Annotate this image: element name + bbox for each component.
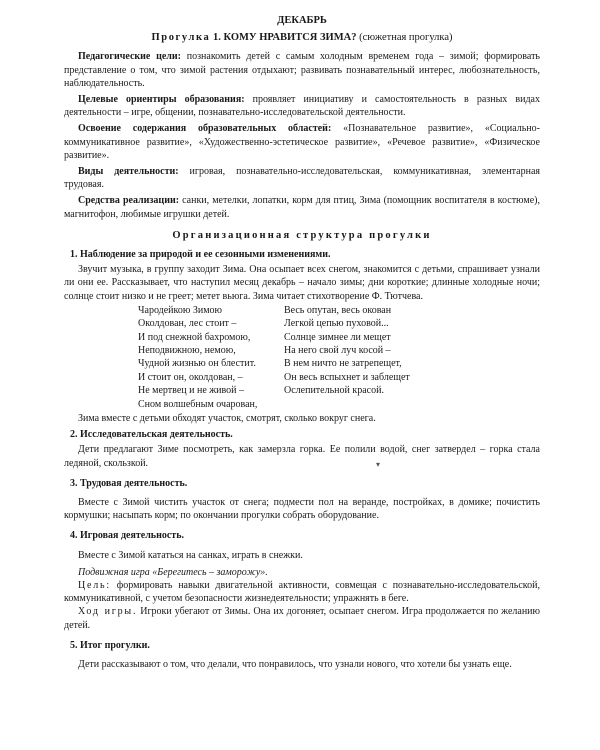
implementation-means xyxy=(64,194,540,220)
section-4-text: Вместе с Зимой кататься на санках, играть в снежки. xyxy=(78,549,303,561)
poem-line: В нем ничто не затрепещет, xyxy=(284,358,402,370)
poem-line: Солнце зимнее ли мещет xyxy=(284,331,391,343)
poem-line: И стоит он, околдован, – xyxy=(138,371,243,383)
walk-word: Прогулка xyxy=(151,32,211,44)
org-structure-title: Организационная структура прогулки xyxy=(172,229,432,241)
educational-areas-text: «Познавательное развитие», «Социально-коммуникативное развитие», «Художественно-эстетическое развитие», «Речевое развитие», «Физическое развитие». xyxy=(64,123,540,161)
section-1-heading: 1. Наблюдение за природой и ее сезонными изменениями. xyxy=(70,249,331,261)
target-guidelines-text: проявляет инициативу и самостоятельность в разных видах деятельности – игре, общении, познавательно-исследовательской деятельности. xyxy=(64,94,540,119)
implementation-means-text: санки, метелки, лопатки, корм для птиц, Зима (помощник воспитателя в костюме), магнитофон, любимые игрушки детей. xyxy=(64,195,540,220)
stray-mark: ▾ xyxy=(376,460,381,469)
section-1-text: Звучит музыка, в группу заходит Зима. Она осыпает всех снегом, знакомится с детьми, спрашивает узнали ли они ее. Рассказывает, что наступил месяц декабрь – начало зимы; дни короткие; длинные холодные ночи; солнце стоит низко и не греет; метет вьюга. Зима читает стихотворение Ф. Тютчева. xyxy=(64,264,540,302)
walk-subtitle: (сюжетная прогулка) xyxy=(359,32,453,44)
game-title: Подвижная игра «Берегитесь – заморожу». xyxy=(78,566,268,578)
month-heading: ДЕКАБРЬ xyxy=(277,15,327,26)
pedagogical-goals-label: Педагогические цели: xyxy=(78,51,181,63)
pedagogical-goals xyxy=(64,50,540,90)
activity-types-label: Виды деятельности: xyxy=(78,166,179,178)
section-3-heading: 3. Трудовая деятельность. xyxy=(70,477,188,489)
poem xyxy=(64,304,540,411)
activity-types-text: игровая, познавательно-исследовательская, коммуникативная, элементарная трудовая. xyxy=(64,166,540,191)
game-course xyxy=(64,605,540,631)
section-5-heading: 5. Итог прогулки. xyxy=(70,639,150,651)
activity-types xyxy=(64,165,540,191)
section-2-text: Дети предлагают Зиме посмотреть, как замерзла горка. Ее полили водой, снег затвердел – горка стала ледяной, скользкой. xyxy=(64,444,540,469)
educational-areas-label: Освоение содержания образовательных областей: xyxy=(78,123,332,135)
poem-line: Чудной жизнью он блестит. xyxy=(138,358,256,370)
educational-areas xyxy=(64,122,540,162)
section-2-heading: 2. Исследовательская деятельность. xyxy=(70,429,233,441)
poem-line: Он весь вспыхнет и заблещет xyxy=(284,371,410,383)
poem-column-2 xyxy=(284,304,436,411)
game-course-label: Ход игры. xyxy=(78,606,138,618)
poem-line: Ослепительной красой. xyxy=(284,385,384,397)
game-course-text: Игроки убегают от Зимы. Она их догоняет, осыпает снегом. Игра продолжается по желанию детей. xyxy=(64,606,541,631)
section-1-after-poem: Зима вместе с детьми обходят участок, смотрят, сколько вокруг снега. xyxy=(78,412,376,424)
game-goal-text: формировать навыки двигательной активности, совмещая с познавательно-исследовательской, коммуникативной, с учетом безопасности жизнедеятельности; упражнять в беге. xyxy=(64,580,540,605)
poem-line: Не мертвец и не живой – xyxy=(138,385,245,397)
poem-line: Сном волшебным очарован, xyxy=(138,398,258,410)
section-5-text: Дети рассказывают о том, что делали, что понравилось, что узнали нового, что хотели бы узнать еще. xyxy=(78,659,512,671)
poem-line: Весь опутан, весь окован xyxy=(284,304,392,316)
poem-line: Чародейкою Зимою xyxy=(138,304,223,316)
target-guidelines-label: Целевые ориентиры образования: xyxy=(78,94,245,106)
poem-line: Легкой цепью пуховой... xyxy=(284,318,389,330)
walk-title xyxy=(64,31,540,44)
target-guidelines xyxy=(64,93,540,119)
game-goal-label: Цель: xyxy=(78,580,111,592)
walk-title-text: 1. КОМУ НРАВИТСЯ ЗИМА? xyxy=(212,32,357,44)
poem-line: Неподвижною, немою, xyxy=(138,345,236,357)
poem-line: И под снежной бахромою, xyxy=(138,331,251,343)
game-goal xyxy=(64,579,540,605)
pedagogical-goals-text: познакомить детей с самым холодным временем года – зимой; формировать представление о том, что зимой растения отдыхают; развивать познавательный интерес, любознательность, наблюдательность. xyxy=(64,51,540,89)
section-4-heading: 4. Игровая деятельность. xyxy=(70,530,184,542)
implementation-means-label: Средства реализации: xyxy=(78,195,180,207)
section-3-text: Вместе с Зимой чистить участок от снега; подмести пол на веранде, постройках, в домике; почистить кормушки; насыпать корм; по окончании прогулки собрать оборудование. xyxy=(64,497,540,522)
poem-column-1 xyxy=(138,304,290,411)
poem-line: Околдован, лес стоит – xyxy=(138,318,237,330)
poem-line: На него свой луч косой – xyxy=(284,345,391,357)
